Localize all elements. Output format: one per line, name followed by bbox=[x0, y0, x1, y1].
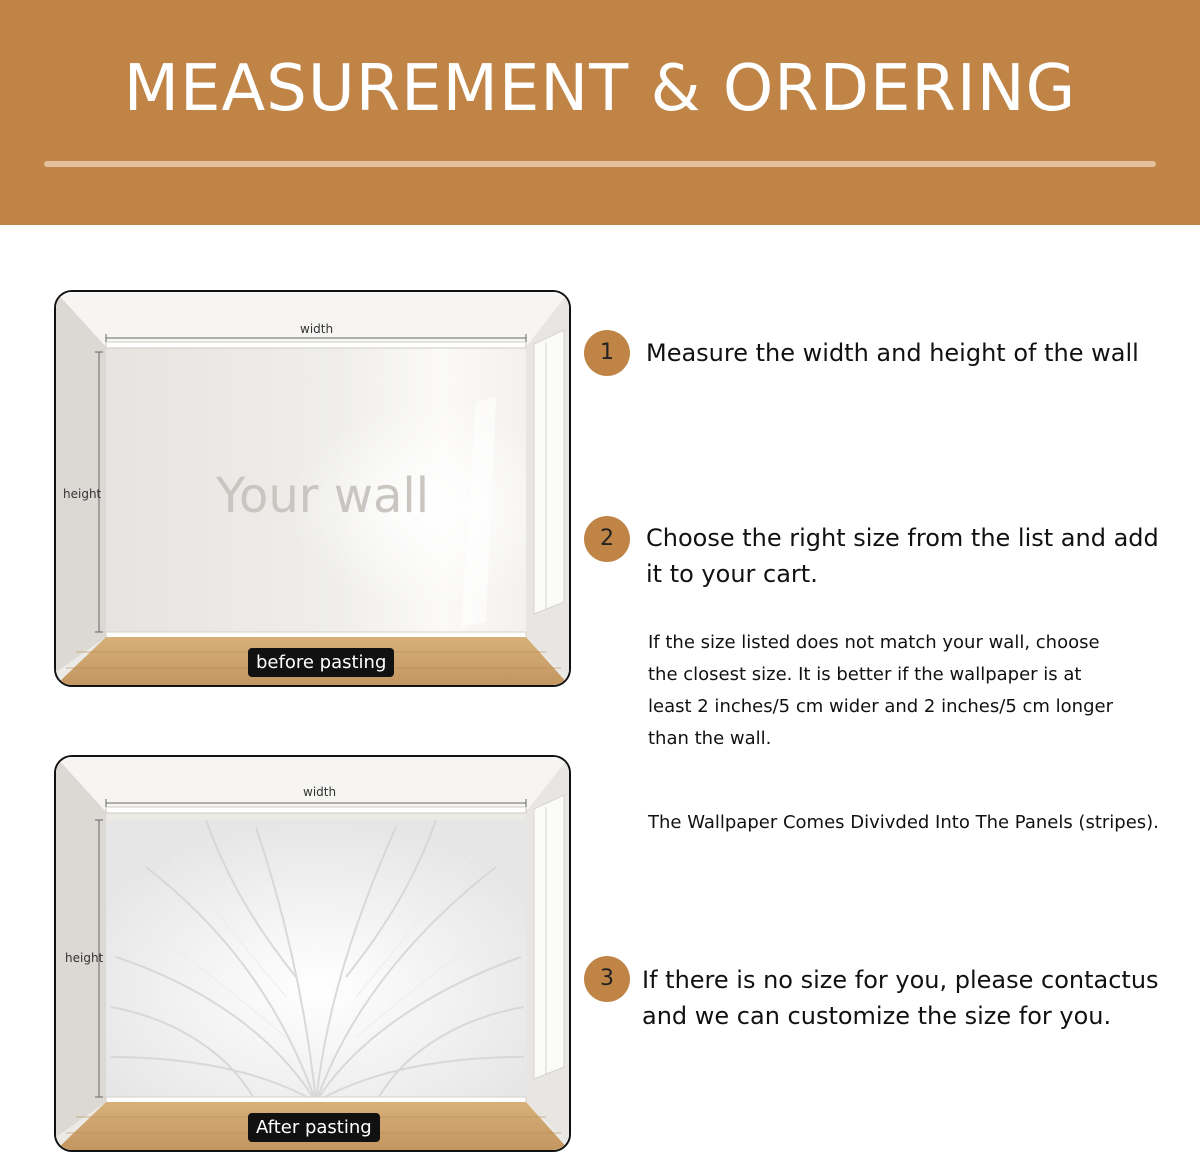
height-label: height bbox=[65, 951, 104, 965]
before-pasting-caption: before pasting bbox=[248, 648, 394, 677]
width-label: width bbox=[300, 322, 334, 336]
step-1-badge: 1 bbox=[584, 330, 630, 376]
room-after-drawing bbox=[56, 757, 569, 1150]
page-title: MEASUREMENT & ORDERING bbox=[123, 52, 1077, 126]
panels-info-text: The Wallpaper Comes Divivded Into The Panels (stripes). bbox=[648, 812, 1159, 833]
size-advice-text: If the size listed does not match your wall, choose the closest size. It is better if the wallpaper is at least 2 inches/5 cm wider and 2 inches/5 cm longer than the wall. bbox=[648, 632, 1113, 749]
before-room-illustration bbox=[54, 290, 571, 687]
width-label: width bbox=[303, 785, 337, 799]
header-banner bbox=[0, 0, 1200, 225]
step-2-text: Choose the right size from the list and add it to your cart. bbox=[646, 524, 1159, 588]
step-3-text: If there is no size for you, please contactus and we can customize the size for you. bbox=[642, 966, 1159, 1030]
header-divider bbox=[44, 161, 1156, 167]
height-label: height bbox=[63, 487, 102, 501]
step-3-badge: 3 bbox=[584, 956, 630, 1002]
step-1-text: Measure the width and height of the wall bbox=[646, 339, 1139, 367]
step-2-badge: 2 bbox=[584, 516, 630, 562]
after-room-illustration bbox=[54, 755, 571, 1152]
after-pasting-caption: After pasting bbox=[248, 1113, 380, 1142]
your-wall-text: Your wall bbox=[216, 468, 430, 524]
